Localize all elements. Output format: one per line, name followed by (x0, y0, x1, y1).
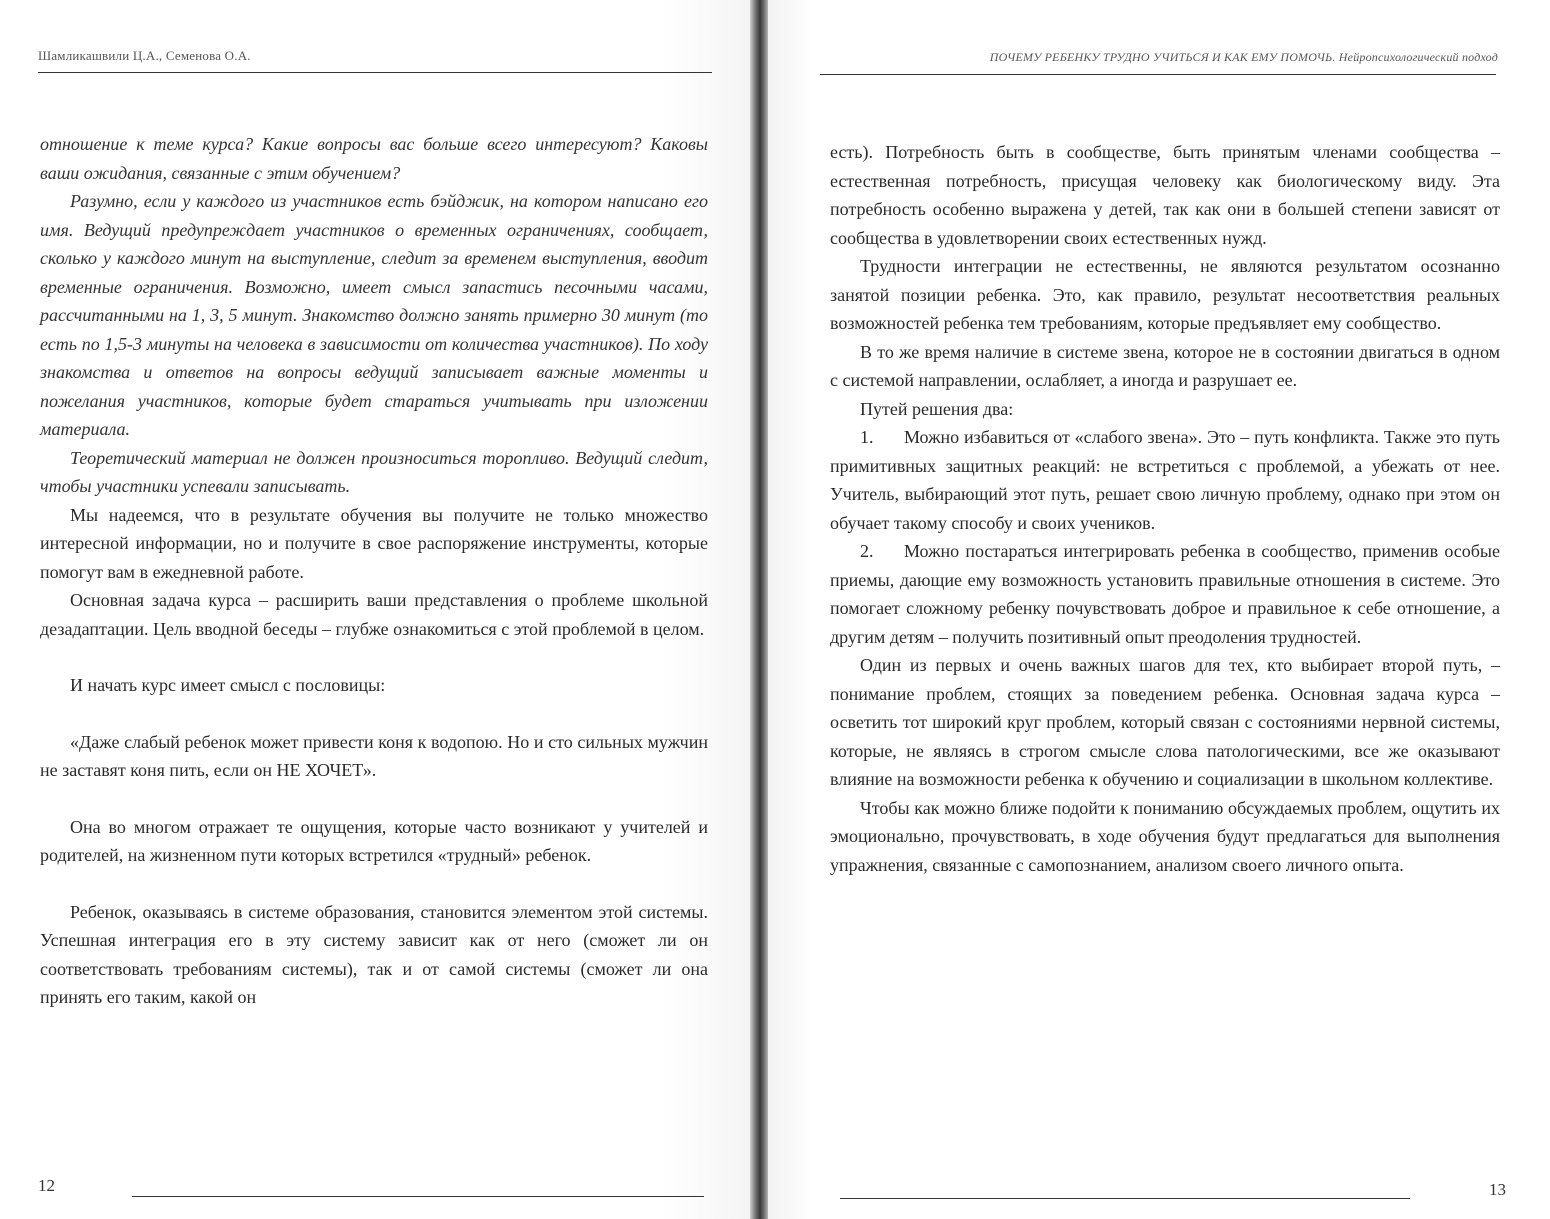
paragraph: есть). Потребность быть в сообществе, быть принятым членами сообщества – естественная потребность, присущая человеку как биологическому виду. Эта потребность особенно выражена у детей, так как они в большей степени зависят от сообщества в удовлетворении своих естественных нужд. (830, 142, 1500, 248)
paragraph: Один из первых и очень важных шагов для тех, кто выбирает второй путь, – понимание проблем, стоящих за поведением ребенка. Основная задача курса – осветить тот широкий круг проблем, который связан с состояниями нервной системы, которые, не являясь в строгом смысле слова патологическими, все же оказывают влияние на возможности ребенка к обучению и социализации в школьном коллективе. (830, 655, 1500, 789)
paragraph: Путей решения два: (860, 398, 1014, 419)
right-footer-rule (840, 1198, 1410, 1199)
left-footer-rule (132, 1196, 704, 1197)
book-spine (750, 0, 770, 1219)
paragraph: Чтобы как можно ближе подойти к пониманию обсуждаемых проблем, ощутить их эмоционально, прочувствовать, в ходе обучения будут предлагаться для выполнения упражнения, связанные с самопознанием, анализом своего личного опыта. (830, 797, 1500, 875)
left-running-head: Шамликашвили Ц.А., Семенова О.А. (38, 48, 251, 63)
paragraph: Теоретический материал не должен произноситься торопливо. Ведущий следит, чтобы участники успевали записывать. (40, 447, 708, 496)
right-running-head: ПОЧЕМУ РЕБЕНКУ ТРУДНО УЧИТЬСЯ И КАК ЕМУ ПОМОЧЬ. Нейропсихологический подход (989, 50, 1498, 64)
right-page-body (830, 138, 1500, 879)
right-page (768, 0, 1550, 1219)
right-header-rule (820, 74, 1496, 75)
list-item (830, 423, 1500, 537)
list-item-text: Можно постараться интегрировать ребенка в сообщество, применив особые приемы, дающие ему возможность установить правильные отношения в системе. Это помогает сложному ребенку почувствовать доброе и правильное к себе отношение, а другим детям – получить позитивный опыт преодоления трудностей. (830, 541, 1500, 647)
paragraph: Разумно, если у каждого из участников есть бэйджик, на котором написано его имя. Ведущий предупреждает участников о временных ограничениях, сообщает, сколько у каждого минут на выступление, следит за временем выступления, вводит временные ограничения. Возможно, имеет смысл запастись песочными часами, рассчитанными на 1, 3, 5 минут. Знакомство должно занять примерно 30 минут (то есть по 1,5-3 минуты на человека в зависимости от количества участников). По ходу знакомства и ответов на вопросы ведущий записывает важные моменты и пожелания участников, которые будет стараться учитывать при изложении материала. (40, 191, 708, 439)
paragraph: отношение к теме курса? Какие вопросы вас больше всего интересуют? Каковы ваши ожидания, связанные с этим обучением? (40, 134, 708, 183)
left-page (0, 0, 752, 1219)
list-number: 2. (860, 541, 874, 561)
paragraph: В то же время наличие в системе звена, которое не в состоянии двигаться в одном с системой направлении, ослабляет, а иногда и разрушает ее. (830, 341, 1500, 390)
left-header-rule (38, 72, 712, 73)
paragraph: Она во многом отражает те ощущения, которые часто возникают у учителей и родителей, на жизненном пути которых встретился «трудный» ребенок. (40, 816, 708, 865)
paragraph: Трудности интеграции не естественны, не являются результатом осознанно занятой позиции ребенка. Это, как правило, результат несоответствия реальных возможностей ребенка тем требованиям, которые предъявляет ему сообщество. (830, 256, 1500, 333)
left-page-body (40, 130, 708, 1012)
paragraph: Основная задача курса – расширить ваши представления о проблеме школьной дезадаптации. Цель вводной беседы – глубже ознакомиться с этой проблемой в целом. (40, 590, 708, 639)
paragraph: Мы надеемся, что в результате обучения вы получите не только множество интересной информации, но и получите в свое распоряжение инструменты, которые помогут вам в ежедневной работе. (40, 504, 708, 582)
left-page-number: 12 (38, 1176, 55, 1195)
list-item-text: Можно избавиться от «слабого звена». Это – путь конфликта. Также это путь примитивных защитных реакций: не встретиться с проблемой, а убежать от нее. Учитель, выбирающий этот путь, решает свою личную проблему, однако при этом он обучает такому способу и своих учеников. (830, 427, 1500, 533)
list-item (830, 537, 1500, 651)
right-page-number: 13 (1489, 1180, 1506, 1199)
paragraph: И начать курс имеет смысл с пословицы: (70, 675, 386, 695)
proverb-paragraph: «Даже слабый ребенок может привести коня к водопою. Но и сто сильных мужчин не заставят коня пить, если он НЕ ХОЧЕТ». (40, 731, 708, 780)
paragraph: Ребенок, оказываясь в системе образования, становится элементом этой системы. Успешная интеграция его в эту систему зависит как от него (сможет ли он соответствовать требованиям системы), так и от самой системы (сможет ли она принять его таким, какой он (40, 901, 708, 1007)
list-number: 1. (860, 427, 874, 447)
